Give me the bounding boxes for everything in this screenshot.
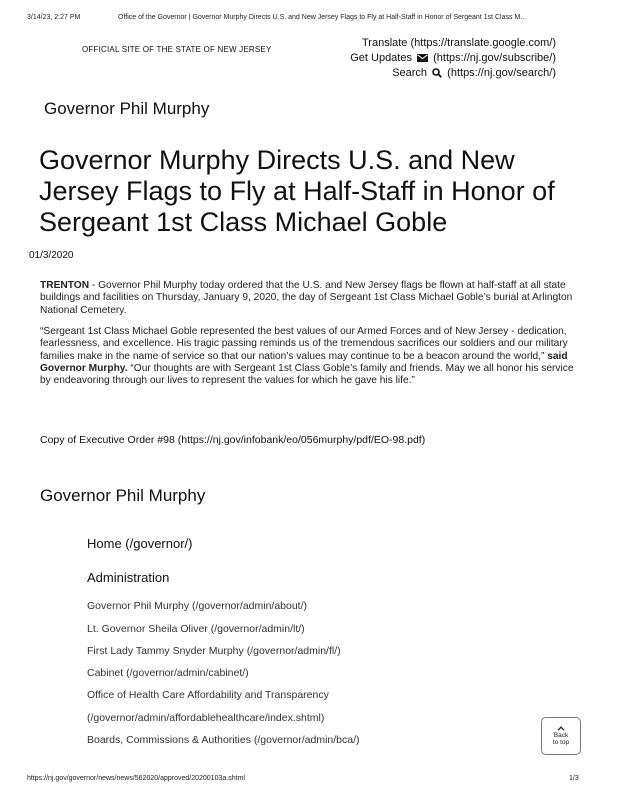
admin-link-first-lady[interactable]: First Lady Tammy Snyder Murphy (/governor/admin/fl/) bbox=[87, 645, 341, 657]
envelope-icon bbox=[417, 54, 428, 62]
footer-brand: Governor Phil Murphy bbox=[40, 486, 206, 505]
admin-link-governor[interactable]: Governor Phil Murphy (/governor/admin/about/) bbox=[87, 600, 308, 612]
dateline: TRENTON bbox=[40, 280, 90, 291]
quote-part-b: “Our thoughts are with Sergeant 1st Class Goble’s family and friends. May we all honor his service by endeavoring through our lives to represent the values for which he gave his life.” bbox=[40, 362, 574, 387]
back-to-top-button[interactable] bbox=[541, 717, 581, 755]
get-updates-link[interactable] bbox=[350, 52, 556, 64]
back-to-top-line1: Back bbox=[553, 732, 569, 739]
attribution: said Governor Murphy. bbox=[40, 350, 568, 374]
administration-heading[interactable]: Administration bbox=[87, 570, 170, 585]
chevron-up-icon bbox=[557, 726, 565, 731]
search-label: Search bbox=[392, 67, 428, 79]
paragraph-1-text: - Governor Phil Murphy today ordered that the U.S. and New Jersey flags be flown at half-staff at all state buildings and facilities on Thursday, January 9, 2020, the day of Sergeant 1st Class Michael Goble’s burial at Arlington National Cemetery. bbox=[40, 280, 573, 316]
translate-link[interactable]: Translate (https://translate.google.com/) bbox=[361, 37, 556, 49]
footer-home-link[interactable]: Home (/governor/) bbox=[87, 536, 193, 551]
admin-link-cabinet[interactable]: Cabinet (/governor/admin/cabinet/) bbox=[87, 667, 249, 679]
article-title: Governor Murphy Directs U.S. and New Jersey Flags to Fly at Half-Staff in Honor of Sergeant 1st Class Michael Goble bbox=[39, 145, 555, 237]
article-paragraph-2 bbox=[40, 326, 580, 387]
admin-link-health-care[interactable]: Office of Health Care Affordability and Transparency bbox=[87, 689, 329, 701]
get-updates-label: Get Updates bbox=[350, 52, 412, 64]
official-site-banner: OFFICIAL SITE OF THE STATE OF NEW JERSEY bbox=[82, 45, 272, 54]
magnifier-icon bbox=[432, 68, 442, 78]
admin-link-boards[interactable]: Boards, Commissions & Authorities (/governor/admin/bca/) bbox=[87, 734, 360, 746]
back-to-top-line2: to top bbox=[552, 739, 570, 746]
executive-order-link[interactable]: Copy of Executive Order #98 (https://nj.gov/infobank/eo/056murphy/pdf/EO-98.pdf) bbox=[40, 434, 426, 446]
admin-link-health-care-url[interactable]: (/governor/admin/affordablehealthcare/index.shtml) bbox=[87, 712, 325, 724]
article-date: 01/3/2020 bbox=[29, 250, 74, 261]
get-updates-url: (https://nj.gov/subscribe/) bbox=[433, 52, 556, 64]
article-paragraph-1 bbox=[40, 280, 580, 317]
print-page-number: 1/3 bbox=[569, 775, 579, 782]
search-link[interactable] bbox=[392, 67, 556, 79]
print-timestamp: 3/14/23, 2:27 PM bbox=[27, 14, 81, 21]
print-url: https://nj.gov/governor/news/news/562020/approved/20200103a.shtml bbox=[27, 775, 245, 782]
print-doc-title: Office of the Governor | Governor Murphy Directs U.S. and New Jersey Flags to Fly at Half-Staff in Honor of Sergeant 1st Class M… bbox=[118, 14, 528, 21]
site-brand[interactable]: Governor Phil Murphy bbox=[44, 99, 210, 118]
search-url: (https://nj.gov/search/) bbox=[447, 67, 556, 79]
quote-part-a: “Sergeant 1st Class Michael Goble represented the best values of our Armed Forces and of New Jersey - dedication, fearlessness, and excellence. His tragic passing reminds us of the tremendous sacrifices our soldiers and our military families make in the name of service so that our nation’s values may continue to be a beacon around the world,” bbox=[40, 326, 568, 362]
admin-link-lt-governor[interactable]: Lt. Governor Sheila Oliver (/governor/admin/lt/) bbox=[87, 623, 305, 635]
